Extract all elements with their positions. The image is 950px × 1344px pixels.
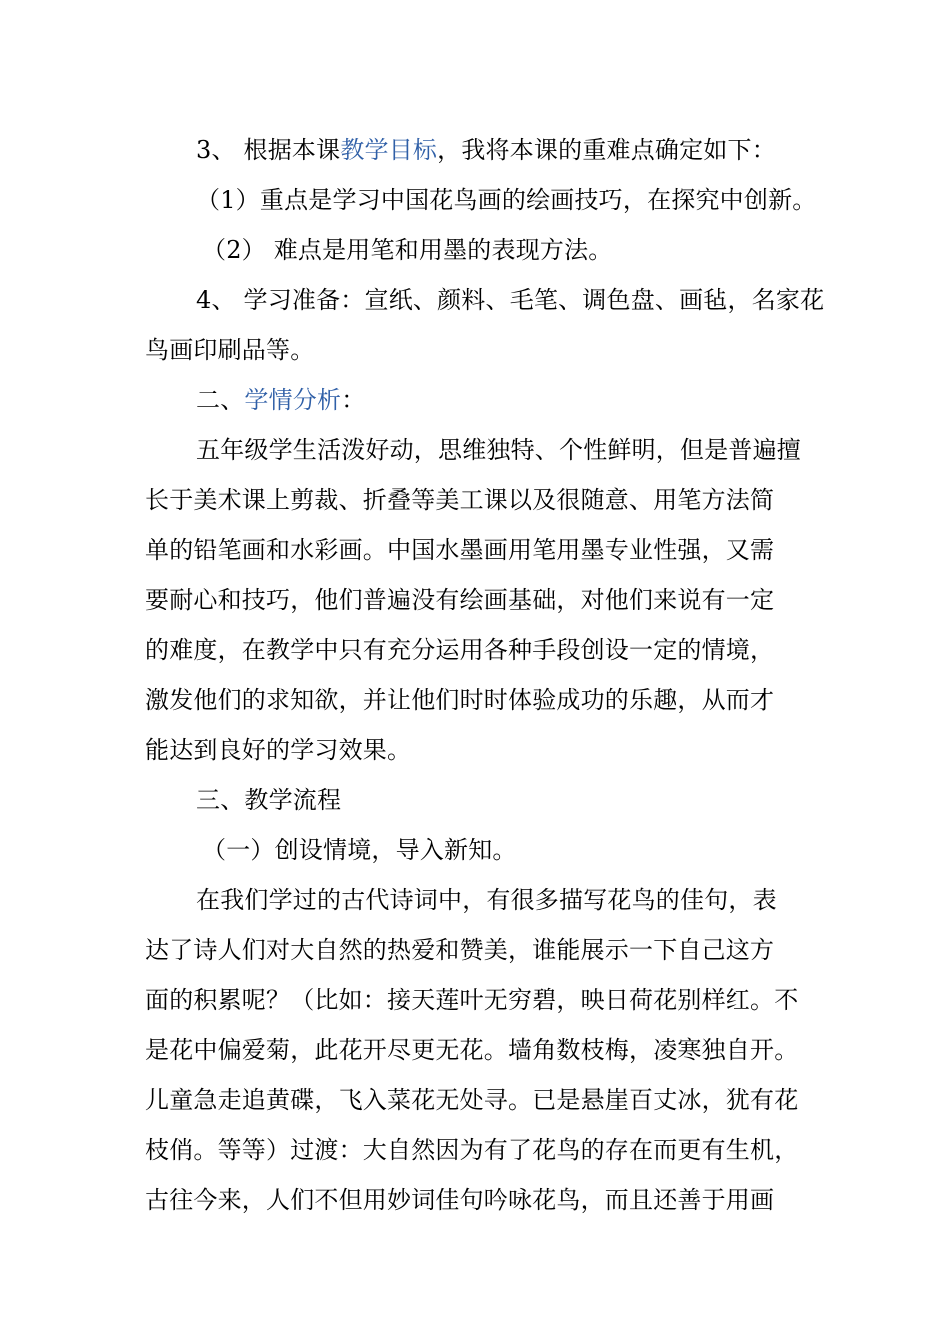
paragraph-line-13: 能达到良好的学习效果。 bbox=[145, 736, 412, 764]
heading-2-suffix: ： bbox=[341, 386, 366, 414]
paragraph-line-16: 在我们学过的古代诗词中，有很多描写花鸟的佳句，表 bbox=[196, 886, 777, 914]
paragraph-line-17: 达了诗人们对大自然的热爱和赞美，谁能展示一下自己这方 bbox=[145, 936, 775, 964]
paragraph-line-18: 面的积累呢？（比如：接天莲叶无穷碧，映日荷花别样红。不 bbox=[145, 986, 799, 1014]
paragraph-line-2: （1）重点是学习中国花鸟画的绘画技巧，在探究中创新。 bbox=[196, 186, 817, 214]
subsection-heading-1: （一）创设情境，导入新知。 bbox=[202, 836, 517, 864]
paragraph-line-21: 枝俏。等等）过渡：大自然因为有了花鸟的存在而更有生机， bbox=[145, 1136, 799, 1164]
paragraph-line-19: 是花中偏爱菊，此花开尽更无花。墙角数枝梅，凌寒独自开。 bbox=[145, 1036, 799, 1064]
paragraph-line-22: 古往今来，人们不但用妙词佳句吟咏花鸟，而且还善于用画 bbox=[145, 1186, 775, 1214]
paragraph-line-3: （2） 难点是用笔和用墨的表现方法。 bbox=[202, 236, 613, 264]
paragraph-line-10: 要耐心和技巧，他们普遍没有绘画基础，对他们来说有一定 bbox=[145, 586, 775, 614]
paragraph-line-7: 五年级学生活泼好动，思维独特、个性鲜明，但是普遍擅 bbox=[196, 436, 801, 464]
paragraph-line-5: 鸟画印刷品等。 bbox=[145, 336, 315, 364]
paragraph-line-8: 长于美术课上剪裁、折叠等美工课以及很随意、用笔方法简 bbox=[145, 486, 775, 514]
line-1-suffix: ，我将本课的重难点确定如下： bbox=[437, 136, 776, 164]
section-heading-teaching-process: 三、教学流程 bbox=[196, 786, 342, 814]
learning-analysis-link[interactable]: 学情分析 bbox=[244, 386, 342, 414]
teaching-goals-link[interactable]: 教学目标 bbox=[340, 136, 438, 164]
heading-2-prefix: 二、 bbox=[196, 386, 245, 414]
paragraph-line-20: 儿童急走追黄碟，飞入菜花无处寻。已是悬崖百丈冰，犹有花 bbox=[145, 1086, 799, 1114]
line-1-prefix: 3、 根据本课 bbox=[196, 136, 341, 164]
section-heading-learning-analysis bbox=[196, 380, 365, 420]
paragraph-line-1 bbox=[196, 130, 776, 170]
paragraph-line-12: 激发他们的求知欲，并让他们时时体验成功的乐趣，从而才 bbox=[145, 686, 775, 714]
paragraph-line-4: 4、 学习准备：宣纸、颜料、毛笔、调色盘、画毡，名家花 bbox=[196, 286, 825, 314]
paragraph-line-11: 的难度，在教学中只有充分运用各种手段创设一定的情境， bbox=[145, 636, 775, 664]
paragraph-line-9: 单的铅笔画和水彩画。中国水墨画用笔用墨专业性强，又需 bbox=[145, 536, 775, 564]
